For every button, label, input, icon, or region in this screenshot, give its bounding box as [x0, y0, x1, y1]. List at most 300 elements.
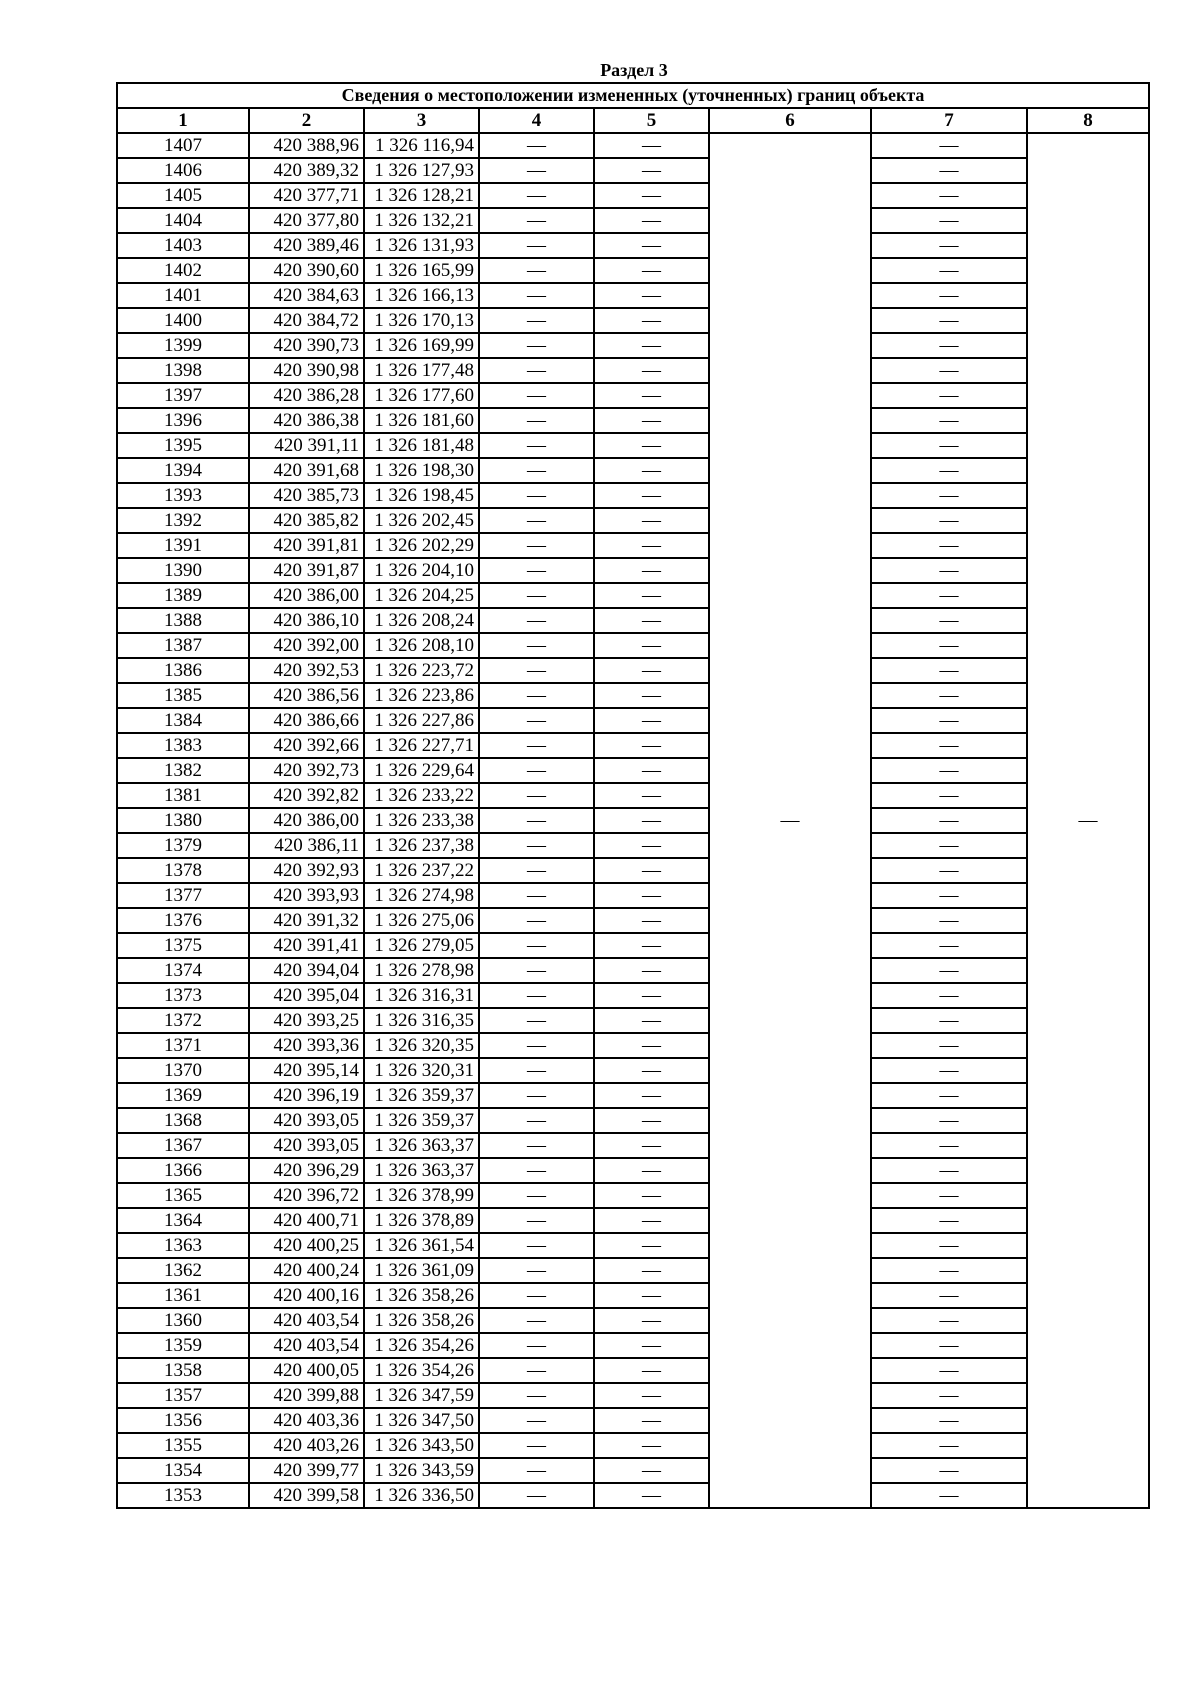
coordinate-x-cell: 420 391,87 [249, 558, 364, 583]
point-number-cell: 1359 [117, 1333, 249, 1358]
column-7-cell: — [871, 233, 1027, 258]
point-number-cell: 1372 [117, 1008, 249, 1033]
coordinate-x-cell: 420 390,98 [249, 358, 364, 383]
column-header-7: 7 [871, 108, 1027, 133]
table-row [117, 733, 1149, 758]
point-number-cell: 1368 [117, 1108, 249, 1133]
coordinate-x-cell: 420 394,04 [249, 958, 364, 983]
column-7-cell: — [871, 633, 1027, 658]
point-number-cell: 1355 [117, 1433, 249, 1458]
column-5-cell: — [594, 583, 709, 608]
coordinate-x-cell: 420 390,73 [249, 333, 364, 358]
table-row [117, 558, 1149, 583]
column-header-6: 6 [709, 108, 871, 133]
coordinate-y-cell: 1 326 316,31 [364, 983, 479, 1008]
table-row [117, 383, 1149, 408]
column-7-cell: — [871, 733, 1027, 758]
table-row [117, 1033, 1149, 1058]
point-number-cell: 1377 [117, 883, 249, 908]
column-7-cell: — [871, 283, 1027, 308]
table-row [117, 1208, 1149, 1233]
coordinate-y-cell: 1 326 361,09 [364, 1258, 479, 1283]
column-7-cell: — [871, 1483, 1027, 1508]
coordinate-x-cell: 420 392,00 [249, 633, 364, 658]
table-row [117, 958, 1149, 983]
point-number-cell: 1404 [117, 208, 249, 233]
column-7-cell: — [871, 908, 1027, 933]
coordinate-y-cell: 1 326 336,50 [364, 1483, 479, 1508]
coordinate-x-cell: 420 400,16 [249, 1283, 364, 1308]
point-number-cell: 1390 [117, 558, 249, 583]
table-row [117, 658, 1149, 683]
table-row [117, 1433, 1149, 1458]
table-body [117, 133, 1149, 1508]
column-5-cell: — [594, 258, 709, 283]
column-4-cell: — [479, 758, 594, 783]
column-5-cell: — [594, 1383, 709, 1408]
coordinate-x-cell: 420 390,60 [249, 258, 364, 283]
column-7-cell: — [871, 1408, 1027, 1433]
column-5-cell: — [594, 358, 709, 383]
point-number-cell: 1393 [117, 483, 249, 508]
column-5-cell: — [594, 1258, 709, 1283]
coordinate-y-cell: 1 326 223,86 [364, 683, 479, 708]
coordinate-y-cell: 1 326 343,59 [364, 1458, 479, 1483]
point-number-cell: 1365 [117, 1183, 249, 1208]
point-number-cell: 1380 [117, 808, 249, 833]
column-4-cell: — [479, 533, 594, 558]
coordinate-y-cell: 1 326 177,60 [364, 383, 479, 408]
column-7-cell: — [871, 1133, 1027, 1158]
column-4-cell: — [479, 258, 594, 283]
coordinate-x-cell: 420 399,88 [249, 1383, 364, 1408]
point-number-cell: 1374 [117, 958, 249, 983]
table-row [117, 1283, 1149, 1308]
column-4-cell: — [479, 558, 594, 583]
column-4-cell: — [479, 183, 594, 208]
section-title: Раздел 3 [600, 60, 668, 80]
coordinate-y-cell: 1 326 359,37 [364, 1083, 479, 1108]
column-7-cell: — [871, 1108, 1027, 1133]
coordinate-y-cell: 1 326 177,48 [364, 358, 479, 383]
column-7-cell: — [871, 183, 1027, 208]
column-5-cell: — [594, 1233, 709, 1258]
column-5-cell: — [594, 383, 709, 408]
coordinate-x-cell: 420 393,36 [249, 1033, 364, 1058]
coordinate-y-cell: 1 326 378,89 [364, 1208, 479, 1233]
coordinate-y-cell: 1 326 354,26 [364, 1358, 479, 1383]
column-5-cell: — [594, 183, 709, 208]
coordinate-y-cell: 1 326 127,93 [364, 158, 479, 183]
table-row [117, 1183, 1149, 1208]
column-7-cell: — [871, 658, 1027, 683]
column-4-cell: — [479, 1358, 594, 1383]
column-header-1: 1 [117, 108, 249, 133]
coordinate-y-cell: 1 326 202,29 [364, 533, 479, 558]
column-7-cell: — [871, 1358, 1027, 1383]
column-5-cell: — [594, 933, 709, 958]
column-header-3: 3 [364, 108, 479, 133]
coordinate-y-cell: 1 326 202,45 [364, 508, 479, 533]
point-number-cell: 1378 [117, 858, 249, 883]
coordinate-y-cell: 1 326 233,38 [364, 808, 479, 833]
column-7-cell: — [871, 1458, 1027, 1483]
column-4-cell: — [479, 1408, 594, 1433]
column-7-cell: — [871, 383, 1027, 408]
coordinate-y-cell: 1 326 359,37 [364, 1108, 479, 1133]
column-4-cell: — [479, 808, 594, 833]
coordinate-x-cell: 420 403,26 [249, 1433, 364, 1458]
point-number-cell: 1376 [117, 908, 249, 933]
coordinate-x-cell: 420 400,05 [249, 1358, 364, 1383]
point-number-cell: 1397 [117, 383, 249, 408]
column-5-cell: — [594, 783, 709, 808]
coordinate-x-cell: 420 392,82 [249, 783, 364, 808]
table-row [117, 508, 1149, 533]
coordinate-x-cell: 420 403,54 [249, 1333, 364, 1358]
column-5-cell: — [594, 1483, 709, 1508]
coordinate-y-cell: 1 326 204,10 [364, 558, 479, 583]
column-5-cell: — [594, 1433, 709, 1458]
coordinate-y-cell: 1 326 116,94 [364, 133, 479, 158]
table-row [117, 533, 1149, 558]
column-4-cell: — [479, 708, 594, 733]
column-7-cell: — [871, 483, 1027, 508]
coordinate-x-cell: 420 393,05 [249, 1133, 364, 1158]
column-5-cell: — [594, 633, 709, 658]
table-row [117, 258, 1149, 283]
column-4-cell: — [479, 458, 594, 483]
coordinate-y-cell: 1 326 181,60 [364, 408, 479, 433]
coordinates-table [116, 82, 1150, 1509]
table-row [117, 1333, 1149, 1358]
column-4-cell: — [479, 683, 594, 708]
column-7-cell: — [871, 433, 1027, 458]
coordinate-y-cell: 1 326 198,45 [364, 483, 479, 508]
column-7-cell: — [871, 1433, 1027, 1458]
column-5-cell: — [594, 558, 709, 583]
coordinate-x-cell: 420 400,24 [249, 1258, 364, 1283]
point-number-cell: 1369 [117, 1083, 249, 1108]
coordinate-x-cell: 420 393,05 [249, 1108, 364, 1133]
coordinate-y-cell: 1 326 378,99 [364, 1183, 479, 1208]
point-number-cell: 1360 [117, 1308, 249, 1333]
point-number-cell: 1367 [117, 1133, 249, 1158]
column-4-cell: — [479, 1208, 594, 1233]
point-number-cell: 1371 [117, 1033, 249, 1058]
coordinate-x-cell: 420 388,96 [249, 133, 364, 158]
point-number-cell: 1383 [117, 733, 249, 758]
point-number-cell: 1375 [117, 933, 249, 958]
column-5-cell: — [594, 733, 709, 758]
column-5-cell: — [594, 433, 709, 458]
column-7-cell: — [871, 833, 1027, 858]
coordinate-y-cell: 1 326 363,37 [364, 1133, 479, 1158]
table-row [117, 608, 1149, 633]
table-row [117, 683, 1149, 708]
column-7-cell: — [871, 1033, 1027, 1058]
coordinate-x-cell: 420 392,53 [249, 658, 364, 683]
point-number-cell: 1362 [117, 1258, 249, 1283]
point-number-cell: 1398 [117, 358, 249, 383]
coordinate-x-cell: 420 386,10 [249, 608, 364, 633]
column-5-cell: — [594, 458, 709, 483]
table-row [117, 933, 1149, 958]
table-row [117, 633, 1149, 658]
table-row [117, 583, 1149, 608]
coordinate-x-cell: 420 377,71 [249, 183, 364, 208]
table-row [117, 233, 1149, 258]
column-7-cell: — [871, 758, 1027, 783]
column-5-cell: — [594, 883, 709, 908]
column-7-cell: — [871, 1158, 1027, 1183]
point-number-cell: 1403 [117, 233, 249, 258]
coordinate-y-cell: 1 326 358,26 [364, 1308, 479, 1333]
table-row [117, 758, 1149, 783]
coordinate-x-cell: 420 389,32 [249, 158, 364, 183]
coordinate-x-cell: 420 385,73 [249, 483, 364, 508]
column-5-cell: — [594, 1308, 709, 1333]
column-5-cell: — [594, 658, 709, 683]
table-row [117, 1458, 1149, 1483]
column-7-cell: — [871, 1283, 1027, 1308]
coordinate-y-cell: 1 326 358,26 [364, 1283, 479, 1308]
table-row [117, 158, 1149, 183]
coordinate-x-cell: 420 384,63 [249, 283, 364, 308]
point-number-cell: 1353 [117, 1483, 249, 1508]
column-4-cell: — [479, 1133, 594, 1158]
column-7-cell: — [871, 158, 1027, 183]
column-4-cell: — [479, 433, 594, 458]
point-number-cell: 1354 [117, 1458, 249, 1483]
column-4-cell: — [479, 233, 594, 258]
column-4-cell: — [479, 1258, 594, 1283]
coordinate-x-cell: 420 393,93 [249, 883, 364, 908]
table-row [117, 1008, 1149, 1033]
column-5-cell: — [594, 158, 709, 183]
column-4-cell: — [479, 1458, 594, 1483]
table-row [117, 1133, 1149, 1158]
column-5-cell: — [594, 1458, 709, 1483]
point-number-cell: 1402 [117, 258, 249, 283]
column-6-merged-cell: — [709, 133, 871, 1508]
column-5-cell: — [594, 308, 709, 333]
column-5-cell: — [594, 508, 709, 533]
coordinate-y-cell: 1 326 363,37 [364, 1158, 479, 1183]
column-4-cell: — [479, 658, 594, 683]
column-header-4: 4 [479, 108, 594, 133]
column-4-cell: — [479, 583, 594, 608]
point-number-cell: 1391 [117, 533, 249, 558]
column-5-cell: — [594, 1033, 709, 1058]
column-7-cell: — [871, 1008, 1027, 1033]
column-4-cell: — [479, 1008, 594, 1033]
column-8-merged-cell: — [1027, 133, 1149, 1508]
coordinate-x-cell: 420 386,56 [249, 683, 364, 708]
coordinate-x-cell: 420 391,32 [249, 908, 364, 933]
table-row [117, 908, 1149, 933]
column-7-cell: — [871, 583, 1027, 608]
column-7-cell: — [871, 1208, 1027, 1233]
point-number-cell: 1379 [117, 833, 249, 858]
column-5-cell: — [594, 983, 709, 1008]
column-5-cell: — [594, 208, 709, 233]
coordinate-y-cell: 1 326 166,13 [364, 283, 479, 308]
table-row [117, 1483, 1149, 1508]
column-5-cell: — [594, 1058, 709, 1083]
column-5-cell: — [594, 1333, 709, 1358]
coordinate-x-cell: 420 386,11 [249, 833, 364, 858]
column-5-cell: — [594, 833, 709, 858]
column-5-cell: — [594, 758, 709, 783]
coordinate-y-cell: 1 326 320,35 [364, 1033, 479, 1058]
column-7-cell: — [871, 683, 1027, 708]
column-5-cell: — [594, 1283, 709, 1308]
column-5-cell: — [594, 1008, 709, 1033]
coordinate-x-cell: 420 395,04 [249, 983, 364, 1008]
column-5-cell: — [594, 1083, 709, 1108]
coordinate-y-cell: 1 326 278,98 [364, 958, 479, 983]
column-5-cell: — [594, 233, 709, 258]
column-5-cell: — [594, 1133, 709, 1158]
column-4-cell: — [479, 383, 594, 408]
coordinate-x-cell: 420 391,68 [249, 458, 364, 483]
column-4-cell: — [479, 358, 594, 383]
column-7-cell: — [871, 208, 1027, 233]
column-4-cell: — [479, 1308, 594, 1333]
column-7-cell: — [871, 1258, 1027, 1283]
point-number-cell: 1361 [117, 1283, 249, 1308]
column-4-cell: — [479, 883, 594, 908]
column-5-cell: — [594, 408, 709, 433]
column-4-cell: — [479, 408, 594, 433]
column-4-cell: — [479, 158, 594, 183]
table-row [117, 883, 1149, 908]
column-7-cell: — [871, 558, 1027, 583]
column-7-cell: — [871, 508, 1027, 533]
coordinate-x-cell: 420 396,29 [249, 1158, 364, 1183]
column-header-5: 5 [594, 108, 709, 133]
coordinate-x-cell: 420 400,71 [249, 1208, 364, 1233]
column-7-cell: — [871, 1058, 1027, 1083]
column-header-8: 8 [1027, 108, 1149, 133]
point-number-cell: 1384 [117, 708, 249, 733]
coordinate-y-cell: 1 326 223,72 [364, 658, 479, 683]
column-7-cell: — [871, 983, 1027, 1008]
point-number-cell: 1392 [117, 508, 249, 533]
coordinate-y-cell: 1 326 208,24 [364, 608, 479, 633]
column-4-cell: — [479, 733, 594, 758]
table-row [117, 133, 1149, 158]
column-7-cell: — [871, 358, 1027, 383]
coordinate-x-cell: 420 399,77 [249, 1458, 364, 1483]
coordinate-y-cell: 1 326 169,99 [364, 333, 479, 358]
column-7-cell: — [871, 1083, 1027, 1108]
column-4-cell: — [479, 1433, 594, 1458]
column-7-cell: — [871, 333, 1027, 358]
column-4-cell: — [479, 608, 594, 633]
coordinate-x-cell: 420 386,66 [249, 708, 364, 733]
coordinate-x-cell: 420 395,14 [249, 1058, 364, 1083]
point-number-cell: 1395 [117, 433, 249, 458]
table-row [117, 983, 1149, 1008]
column-4-cell: — [479, 1483, 594, 1508]
caption-row [117, 83, 1149, 108]
table-row [117, 433, 1149, 458]
coordinate-x-cell: 420 386,28 [249, 383, 364, 408]
coordinate-y-cell: 1 326 204,25 [364, 583, 479, 608]
column-7-cell: — [871, 608, 1027, 633]
column-4-cell: — [479, 1383, 594, 1408]
coordinate-y-cell: 1 326 233,22 [364, 783, 479, 808]
column-7-cell: — [871, 858, 1027, 883]
table-row [117, 183, 1149, 208]
column-5-cell: — [594, 483, 709, 508]
coordinate-y-cell: 1 326 316,35 [364, 1008, 479, 1033]
coordinate-y-cell: 1 326 347,59 [364, 1383, 479, 1408]
column-header-2: 2 [249, 108, 364, 133]
coordinate-x-cell: 420 384,72 [249, 308, 364, 333]
coordinate-x-cell: 420 392,73 [249, 758, 364, 783]
point-number-cell: 1406 [117, 158, 249, 183]
point-number-cell: 1407 [117, 133, 249, 158]
column-7-cell: — [871, 458, 1027, 483]
coordinate-y-cell: 1 326 227,71 [364, 733, 479, 758]
column-5-cell: — [594, 533, 709, 558]
column-4-cell: — [479, 783, 594, 808]
point-number-cell: 1386 [117, 658, 249, 683]
column-4-cell: — [479, 308, 594, 333]
coordinate-x-cell: 420 391,41 [249, 933, 364, 958]
coordinate-x-cell: 420 386,38 [249, 408, 364, 433]
coordinate-y-cell: 1 326 343,50 [364, 1433, 479, 1458]
column-7-cell: — [871, 1233, 1027, 1258]
table-row [117, 358, 1149, 383]
table-row [117, 808, 1149, 833]
column-4-cell: — [479, 508, 594, 533]
coordinate-x-cell: 420 396,19 [249, 1083, 364, 1108]
coordinate-y-cell: 1 326 229,64 [364, 758, 479, 783]
column-7-cell: — [871, 883, 1027, 908]
column-4-cell: — [479, 1333, 594, 1358]
coordinate-x-cell: 420 386,00 [249, 808, 364, 833]
point-number-cell: 1370 [117, 1058, 249, 1083]
column-5-cell: — [594, 1108, 709, 1133]
coordinate-y-cell: 1 326 198,30 [364, 458, 479, 483]
column-4-cell: — [479, 1083, 594, 1108]
coordinate-x-cell: 420 393,25 [249, 1008, 364, 1033]
coordinate-y-cell: 1 326 347,50 [364, 1408, 479, 1433]
coordinate-x-cell: 420 386,00 [249, 583, 364, 608]
column-7-cell: — [871, 258, 1027, 283]
column-5-cell: — [594, 608, 709, 633]
column-7-cell: — [871, 933, 1027, 958]
coordinate-y-cell: 1 326 208,10 [364, 633, 479, 658]
coordinate-y-cell: 1 326 320,31 [364, 1058, 479, 1083]
column-4-cell: — [479, 933, 594, 958]
column-5-cell: — [594, 958, 709, 983]
coordinate-y-cell: 1 326 274,98 [364, 883, 479, 908]
coordinate-y-cell: 1 326 181,48 [364, 433, 479, 458]
point-number-cell: 1405 [117, 183, 249, 208]
coordinate-x-cell: 420 391,81 [249, 533, 364, 558]
point-number-cell: 1388 [117, 608, 249, 633]
coordinate-y-cell: 1 326 279,05 [364, 933, 479, 958]
point-number-cell: 1366 [117, 1158, 249, 1183]
point-number-cell: 1357 [117, 1383, 249, 1408]
column-7-cell: — [871, 1183, 1027, 1208]
coordinate-y-cell: 1 326 237,38 [364, 833, 479, 858]
